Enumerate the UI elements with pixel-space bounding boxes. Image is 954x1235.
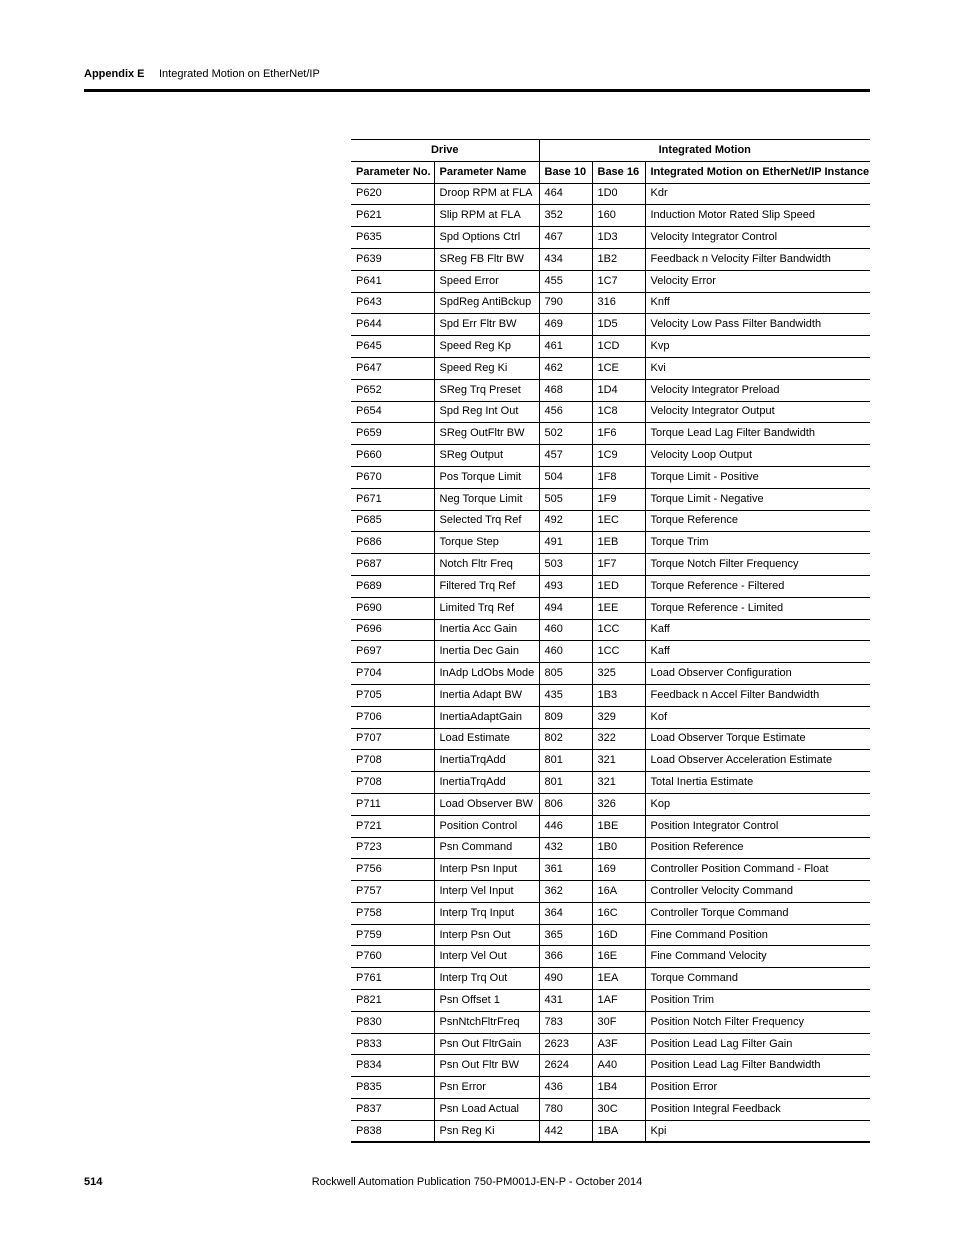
table-row (351, 1033, 870, 1055)
table-row (351, 314, 870, 336)
cell-parameter-name: Notch Fltr Freq (434, 554, 539, 576)
table-row (351, 793, 870, 815)
cell-instance: Load Observer Acceleration Estimate (645, 750, 870, 772)
cell-instance: Controller Position Command - Float (645, 859, 870, 881)
cell-parameter-no: P721 (351, 815, 434, 837)
cell-parameter-name: Spd Err Fltr BW (434, 314, 539, 336)
cell-parameter-name: InAdp LdObs Mode (434, 663, 539, 685)
cell-base-10: 352 (539, 205, 592, 227)
cell-instance: Kvp (645, 336, 870, 358)
cell-parameter-name: Speed Reg Ki (434, 357, 539, 379)
table-row (351, 924, 870, 946)
cell-parameter-name: SReg Trq Preset (434, 379, 539, 401)
cell-base-10: 361 (539, 859, 592, 881)
cell-instance: Load Observer Configuration (645, 663, 870, 685)
cell-base-10: 455 (539, 270, 592, 292)
cell-base-10: 365 (539, 924, 592, 946)
cell-parameter-no: P696 (351, 619, 434, 641)
table-row (351, 1099, 870, 1121)
cell-base-10: 2623 (539, 1033, 592, 1055)
cell-instance: Position Error (645, 1077, 870, 1099)
cell-base-16: 321 (592, 772, 645, 794)
section-title: Integrated Motion on EtherNet/IP (159, 68, 320, 80)
cell-base-10: 805 (539, 663, 592, 685)
cell-base-16: 169 (592, 859, 645, 881)
table-row (351, 183, 870, 205)
table-row (351, 728, 870, 750)
cell-instance: Position Integrator Control (645, 815, 870, 837)
cell-parameter-name: Speed Error (434, 270, 539, 292)
cell-instance: Knff (645, 292, 870, 314)
cell-parameter-no: P833 (351, 1033, 434, 1055)
cell-parameter-name: Filtered Trq Ref (434, 575, 539, 597)
cell-base-10: 801 (539, 750, 592, 772)
cell-instance: Induction Motor Rated Slip Speed (645, 205, 870, 227)
cell-base-10: 2624 (539, 1055, 592, 1077)
cell-parameter-name: Interp Vel Input (434, 881, 539, 903)
cell-base-16: 1BE (592, 815, 645, 837)
cell-parameter-no: P837 (351, 1099, 434, 1121)
cell-base-16: 316 (592, 292, 645, 314)
cell-parameter-name: SpdReg AntiBckup (434, 292, 539, 314)
cell-base-10: 435 (539, 684, 592, 706)
page-header (84, 66, 870, 90)
cell-parameter-no: P759 (351, 924, 434, 946)
cell-base-16: 16C (592, 902, 645, 924)
cell-parameter-name: Slip RPM at FLA (434, 205, 539, 227)
cell-base-16: 1ED (592, 575, 645, 597)
cell-parameter-name: Psn Error (434, 1077, 539, 1099)
cell-parameter-name: SReg Output (434, 445, 539, 467)
group-header-drive: Drive (351, 140, 539, 162)
table-row (351, 336, 870, 358)
cell-parameter-name: Inertia Dec Gain (434, 641, 539, 663)
cell-parameter-no: P758 (351, 902, 434, 924)
cell-base-10: 434 (539, 248, 592, 270)
col-header-parameter-name: Parameter Name (434, 161, 539, 183)
cell-parameter-no: P660 (351, 445, 434, 467)
cell-base-16: 1EC (592, 510, 645, 532)
cell-base-16: 1CC (592, 641, 645, 663)
table-row (351, 859, 870, 881)
cell-base-16: 1CD (592, 336, 645, 358)
cell-parameter-name: Load Estimate (434, 728, 539, 750)
table-row (351, 1077, 870, 1099)
cell-base-10: 491 (539, 532, 592, 554)
cell-parameter-name: Inertia Acc Gain (434, 619, 539, 641)
cell-parameter-no: P635 (351, 227, 434, 249)
cell-parameter-name: Limited Trq Ref (434, 597, 539, 619)
cell-parameter-no: P687 (351, 554, 434, 576)
cell-parameter-no: P708 (351, 772, 434, 794)
group-header-row (351, 140, 870, 162)
cell-parameter-name: Spd Options Ctrl (434, 227, 539, 249)
cell-parameter-no: P835 (351, 1077, 434, 1099)
cell-instance: Torque Trim (645, 532, 870, 554)
cell-parameter-no: P643 (351, 292, 434, 314)
cell-base-16: 1CE (592, 357, 645, 379)
cell-base-10: 467 (539, 227, 592, 249)
cell-instance: Kaff (645, 641, 870, 663)
cell-base-16: 16A (592, 881, 645, 903)
page-number: 514 (84, 1176, 103, 1188)
cell-parameter-no: P757 (351, 881, 434, 903)
cell-base-16: 160 (592, 205, 645, 227)
table-row (351, 445, 870, 467)
cell-base-16: 1AF (592, 990, 645, 1012)
cell-base-16: 1EB (592, 532, 645, 554)
table-row (351, 532, 870, 554)
table-row (351, 401, 870, 423)
cell-parameter-no: P756 (351, 859, 434, 881)
cell-base-16: 1EE (592, 597, 645, 619)
cell-base-10: 464 (539, 183, 592, 205)
cell-parameter-name: Interp Trq Out (434, 968, 539, 990)
cell-instance: Velocity Loop Output (645, 445, 870, 467)
cell-base-16: 1F9 (592, 488, 645, 510)
cell-parameter-name: Interp Vel Out (434, 946, 539, 968)
cell-base-10: 503 (539, 554, 592, 576)
table-row (351, 510, 870, 532)
cell-instance: Position Trim (645, 990, 870, 1012)
cell-parameter-no: P644 (351, 314, 434, 336)
cell-parameter-name: Interp Psn Input (434, 859, 539, 881)
cell-base-16: 1EA (592, 968, 645, 990)
cell-base-10: 493 (539, 575, 592, 597)
cell-parameter-name: Selected Trq Ref (434, 510, 539, 532)
cell-parameter-name: InertiaTrqAdd (434, 750, 539, 772)
table-row (351, 902, 870, 924)
cell-parameter-no: P830 (351, 1011, 434, 1033)
cell-base-10: 801 (539, 772, 592, 794)
cell-base-10: 780 (539, 1099, 592, 1121)
cell-base-10: 436 (539, 1077, 592, 1099)
cell-parameter-no: P670 (351, 466, 434, 488)
cell-base-10: 505 (539, 488, 592, 510)
cell-instance: Torque Reference - Limited (645, 597, 870, 619)
cell-base-16: A40 (592, 1055, 645, 1077)
cell-base-10: 462 (539, 357, 592, 379)
cell-base-10: 362 (539, 881, 592, 903)
table-row (351, 881, 870, 903)
cell-instance: Velocity Integrator Preload (645, 379, 870, 401)
cell-parameter-no: P647 (351, 357, 434, 379)
cell-base-16: 1C7 (592, 270, 645, 292)
cell-base-10: 802 (539, 728, 592, 750)
cell-base-10: 457 (539, 445, 592, 467)
cell-parameter-name: PsnNtchFltrFreq (434, 1011, 539, 1033)
cell-base-10: 442 (539, 1120, 592, 1142)
cell-base-16: 1F8 (592, 466, 645, 488)
cell-base-16: A3F (592, 1033, 645, 1055)
column-header-row (351, 161, 870, 183)
cell-base-10: 456 (539, 401, 592, 423)
table-row (351, 1055, 870, 1077)
cell-parameter-no: P654 (351, 401, 434, 423)
cell-base-16: 1B0 (592, 837, 645, 859)
cell-base-16: 1C9 (592, 445, 645, 467)
cell-base-10: 432 (539, 837, 592, 859)
cell-parameter-no: P686 (351, 532, 434, 554)
table-row (351, 575, 870, 597)
cell-parameter-name: Psn Out FltrGain (434, 1033, 539, 1055)
cell-base-10: 460 (539, 619, 592, 641)
cell-parameter-no: P761 (351, 968, 434, 990)
table-row (351, 357, 870, 379)
table-row (351, 466, 870, 488)
table-row (351, 837, 870, 859)
table-row (351, 968, 870, 990)
cell-base-10: 790 (539, 292, 592, 314)
cell-parameter-name: InertiaAdaptGain (434, 706, 539, 728)
table-row (351, 227, 870, 249)
table-row (351, 663, 870, 685)
table-row (351, 706, 870, 728)
cell-base-10: 502 (539, 423, 592, 445)
cell-base-10: 468 (539, 379, 592, 401)
cell-base-16: 325 (592, 663, 645, 685)
cell-base-16: 1B3 (592, 684, 645, 706)
cell-instance: Total Inertia Estimate (645, 772, 870, 794)
table-row (351, 488, 870, 510)
cell-parameter-no: P706 (351, 706, 434, 728)
cell-base-16: 1D4 (592, 379, 645, 401)
table-row (351, 423, 870, 445)
table-row (351, 554, 870, 576)
table-row (351, 292, 870, 314)
cell-parameter-name: Psn Out Fltr BW (434, 1055, 539, 1077)
cell-instance: Torque Lead Lag Filter Bandwidth (645, 423, 870, 445)
cell-instance: Torque Command (645, 968, 870, 990)
table-row (351, 815, 870, 837)
cell-base-16: 1B2 (592, 248, 645, 270)
cell-parameter-name: Pos Torque Limit (434, 466, 539, 488)
cell-base-10: 504 (539, 466, 592, 488)
cell-parameter-no: P708 (351, 750, 434, 772)
cell-parameter-name: Speed Reg Kp (434, 336, 539, 358)
cell-parameter-no: P707 (351, 728, 434, 750)
cell-base-16: 1F6 (592, 423, 645, 445)
cell-base-16: 1D5 (592, 314, 645, 336)
table-row (351, 684, 870, 706)
cell-parameter-name: Neg Torque Limit (434, 488, 539, 510)
cell-instance: Velocity Error (645, 270, 870, 292)
cell-instance: Torque Reference (645, 510, 870, 532)
table-row (351, 248, 870, 270)
cell-instance: Fine Command Velocity (645, 946, 870, 968)
table-row (351, 205, 870, 227)
cell-base-16: 30F (592, 1011, 645, 1033)
cell-parameter-name: SReg OutFltr BW (434, 423, 539, 445)
cell-parameter-no: P659 (351, 423, 434, 445)
cell-base-16: 326 (592, 793, 645, 815)
cell-instance: Kpi (645, 1120, 870, 1142)
cell-instance: Controller Torque Command (645, 902, 870, 924)
cell-instance: Position Integral Feedback (645, 1099, 870, 1121)
cell-base-16: 1D0 (592, 183, 645, 205)
table-row (351, 597, 870, 619)
cell-parameter-no: P671 (351, 488, 434, 510)
cell-instance: Position Lead Lag Filter Gain (645, 1033, 870, 1055)
table-body (351, 183, 870, 1142)
table-row (351, 946, 870, 968)
cell-instance: Position Lead Lag Filter Bandwidth (645, 1055, 870, 1077)
cell-base-10: 783 (539, 1011, 592, 1033)
col-header-base-16: Base 16 (592, 161, 645, 183)
cell-base-10: 460 (539, 641, 592, 663)
cell-instance: Kop (645, 793, 870, 815)
cell-parameter-no: P641 (351, 270, 434, 292)
cell-parameter-no: P689 (351, 575, 434, 597)
cell-base-16: 321 (592, 750, 645, 772)
cell-instance: Kof (645, 706, 870, 728)
cell-base-16: 1BA (592, 1120, 645, 1142)
cell-parameter-name: Interp Trq Input (434, 902, 539, 924)
cell-base-16: 16E (592, 946, 645, 968)
cell-parameter-name: Torque Step (434, 532, 539, 554)
cell-parameter-name: Load Observer BW (434, 793, 539, 815)
table-row (351, 270, 870, 292)
cell-parameter-no: P723 (351, 837, 434, 859)
cell-instance: Torque Limit - Negative (645, 488, 870, 510)
publication-info: Rockwell Automation Publication 750-PM001J-EN-P - October 2014 (311, 1176, 643, 1188)
cell-parameter-no: P834 (351, 1055, 434, 1077)
cell-instance: Feedback n Accel Filter Bandwidth (645, 684, 870, 706)
cell-instance: Controller Velocity Command (645, 881, 870, 903)
col-header-base-10: Base 10 (539, 161, 592, 183)
cell-instance: Kdr (645, 183, 870, 205)
table-row (351, 641, 870, 663)
cell-parameter-name: Psn Command (434, 837, 539, 859)
cell-base-16: 1CC (592, 619, 645, 641)
cell-base-16: 1C8 (592, 401, 645, 423)
cell-parameter-name: InertiaTrqAdd (434, 772, 539, 794)
header-rule (84, 89, 870, 92)
cell-parameter-name: Spd Reg Int Out (434, 401, 539, 423)
cell-parameter-name: Psn Reg Ki (434, 1120, 539, 1142)
cell-parameter-no: P760 (351, 946, 434, 968)
col-header-parameter-no: Parameter No. (351, 161, 434, 183)
cell-instance: Torque Notch Filter Frequency (645, 554, 870, 576)
table-row (351, 990, 870, 1012)
cell-parameter-no: P621 (351, 205, 434, 227)
cell-instance: Velocity Integrator Control (645, 227, 870, 249)
col-header-instance: Integrated Motion on EtherNet/IP Instance (645, 161, 870, 183)
cell-base-10: 364 (539, 902, 592, 924)
table-row (351, 1011, 870, 1033)
cell-parameter-name: Droop RPM at FLA (434, 183, 539, 205)
table-row (351, 772, 870, 794)
cell-instance: Feedback n Velocity Filter Bandwidth (645, 248, 870, 270)
table-row (351, 1120, 870, 1142)
table-row (351, 619, 870, 641)
cell-parameter-name: SReg FB Fltr BW (434, 248, 539, 270)
cell-base-10: 490 (539, 968, 592, 990)
cell-parameter-name: Psn Offset 1 (434, 990, 539, 1012)
cell-base-10: 366 (539, 946, 592, 968)
cell-instance: Position Notch Filter Frequency (645, 1011, 870, 1033)
cell-base-16: 1D3 (592, 227, 645, 249)
cell-parameter-no: P645 (351, 336, 434, 358)
cell-instance: Torque Limit - Positive (645, 466, 870, 488)
cell-base-16: 30C (592, 1099, 645, 1121)
cell-base-16: 322 (592, 728, 645, 750)
cell-parameter-no: P838 (351, 1120, 434, 1142)
parameter-table (351, 139, 870, 1143)
cell-base-10: 469 (539, 314, 592, 336)
cell-parameter-name: Position Control (434, 815, 539, 837)
page-footer (84, 1174, 870, 1192)
cell-parameter-no: P697 (351, 641, 434, 663)
table-row (351, 379, 870, 401)
cell-parameter-no: P639 (351, 248, 434, 270)
cell-base-16: 16D (592, 924, 645, 946)
cell-base-10: 446 (539, 815, 592, 837)
cell-instance: Load Observer Torque Estimate (645, 728, 870, 750)
cell-parameter-name: Interp Psn Out (434, 924, 539, 946)
cell-parameter-no: P821 (351, 990, 434, 1012)
cell-parameter-no: P704 (351, 663, 434, 685)
cell-instance: Kaff (645, 619, 870, 641)
cell-base-10: 492 (539, 510, 592, 532)
table-row (351, 750, 870, 772)
cell-parameter-name: Inertia Adapt BW (434, 684, 539, 706)
cell-base-10: 494 (539, 597, 592, 619)
group-header-integrated-motion: Integrated Motion (539, 140, 870, 162)
cell-instance: Kvi (645, 357, 870, 379)
cell-parameter-name: Psn Load Actual (434, 1099, 539, 1121)
cell-instance: Velocity Integrator Output (645, 401, 870, 423)
cell-parameter-no: P652 (351, 379, 434, 401)
cell-instance: Torque Reference - Filtered (645, 575, 870, 597)
cell-parameter-no: P711 (351, 793, 434, 815)
cell-base-16: 1F7 (592, 554, 645, 576)
section-label: Appendix E (84, 68, 145, 80)
cell-parameter-no: P705 (351, 684, 434, 706)
cell-instance: Fine Command Position (645, 924, 870, 946)
cell-parameter-no: P685 (351, 510, 434, 532)
cell-base-10: 431 (539, 990, 592, 1012)
cell-instance: Velocity Low Pass Filter Bandwidth (645, 314, 870, 336)
cell-parameter-no: P620 (351, 183, 434, 205)
cell-instance: Position Reference (645, 837, 870, 859)
cell-base-16: 329 (592, 706, 645, 728)
cell-base-10: 461 (539, 336, 592, 358)
cell-base-10: 806 (539, 793, 592, 815)
cell-base-10: 809 (539, 706, 592, 728)
cell-base-16: 1B4 (592, 1077, 645, 1099)
cell-parameter-no: P690 (351, 597, 434, 619)
